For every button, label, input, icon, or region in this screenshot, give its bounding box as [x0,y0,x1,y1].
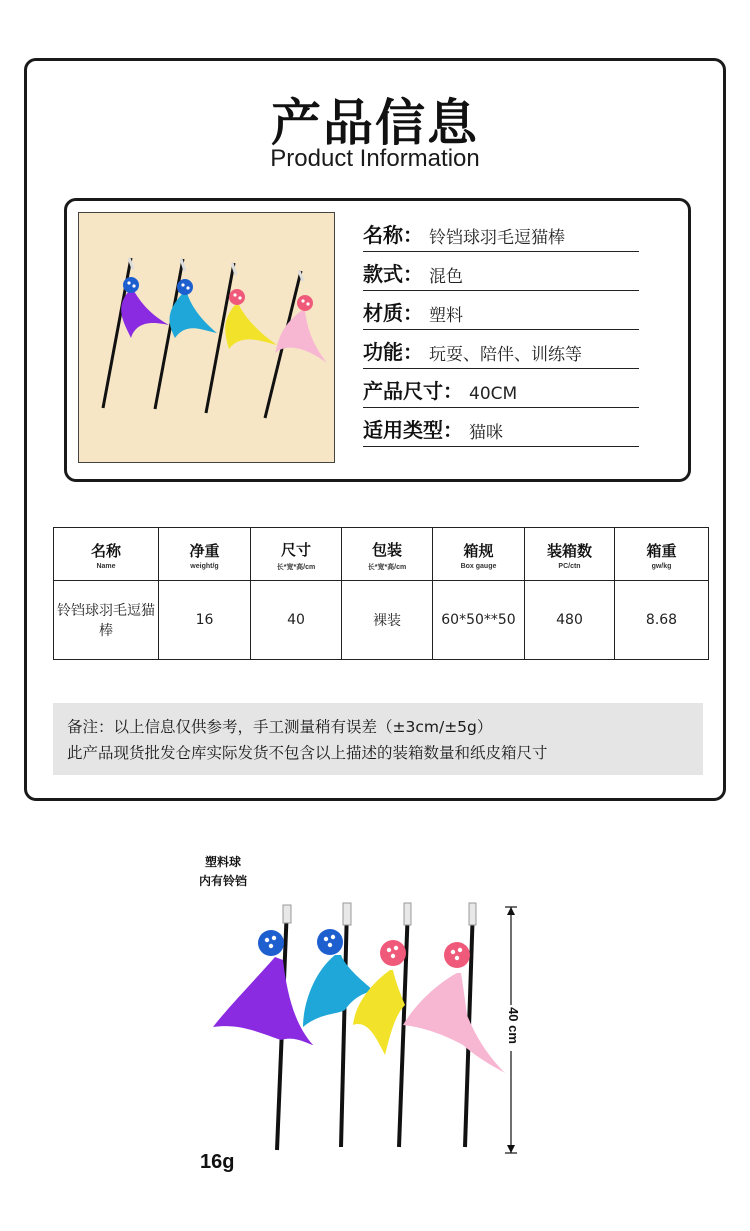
spec-value: 玩耍、陪伴、训练等 [429,345,582,365]
table-cell-weight: 16 [159,581,251,660]
header-en: Box gauge [460,563,497,570]
header-cn: 箱重 [646,542,677,560]
table-header-cell [615,528,709,581]
table-cell-pcs-per-carton: 480 [525,581,615,660]
spec-box [64,198,691,482]
table-row [54,581,709,660]
spec-separator: ： [443,379,463,403]
header-cn: 净重 [189,542,220,560]
note-line: 备注：以上信息仅供参考，手工测量稍有误差（±3cm/±5g） [67,718,493,736]
note-box [53,703,703,775]
header-en: weight/g [190,563,219,570]
spec-value: 塑料 [429,306,463,326]
cat-teaser-image [79,213,335,463]
header-cn: 包装 [371,540,402,559]
length-label: 40 cm [505,1007,521,1044]
spec-value: 铃铛球羽毛逗猫棒 [429,228,565,248]
spec-list [363,213,639,447]
spec-separator: ： [403,262,423,286]
spec-separator: ： [443,418,463,442]
spec-row-material [363,291,639,330]
header-en: PC/ctn [558,563,581,570]
page-subtitle: Product Information [270,145,480,172]
header-en: Name [96,563,116,570]
spec-separator: ： [403,340,423,364]
spec-key: 功能 [363,340,403,364]
header-en: 长*宽*高/cm [276,563,316,571]
ball-callout-line: 内有铃铛 [198,874,247,888]
table-header-cell [159,528,251,581]
spec-value: 混色 [429,267,463,287]
spec-row-target [363,408,639,447]
header-cn: 箱规 [463,542,494,560]
page-title: 产品信息 [271,94,479,152]
spec-row-function [363,330,639,369]
product-detail-image [195,895,525,1160]
table-header-cell [54,528,159,581]
note-line: 此产品现货批发仓库实际发货不包含以上描述的装箱数量和纸皮箱尺寸 [67,744,548,762]
table-cell-name: 铃铛球羽毛逗猫棒 [54,581,159,660]
table-header-cell [251,528,342,581]
table-header-row [54,528,709,581]
header-cn: 尺寸 [280,540,311,559]
table-header-cell [525,528,615,581]
table-cell-box-weight: 8.68 [615,581,709,660]
header-cn: 装箱数 [546,542,592,560]
spec-row-style [363,252,639,291]
header-en: 长*宽*高/cm [367,563,407,571]
table-header-cell [433,528,525,581]
spec-key: 名称 [363,223,403,247]
ball-callout-line: 塑料球 [204,855,241,869]
table-cell-packaging: 裸装 [342,581,433,660]
packing-table [53,527,709,660]
table-cell-box-gauge: 60*50**50 [433,581,525,660]
spec-separator: ： [403,301,423,325]
spec-value: 猫咪 [469,423,503,443]
spec-key: 材质 [363,301,403,325]
ball-callout [188,853,258,891]
spec-value: 40CM [469,384,518,404]
header-cn: 名称 [90,542,121,560]
spec-key: 产品尺寸 [363,379,443,403]
spec-row-size [363,369,639,408]
spec-key: 款式 [363,262,403,286]
weight-label: 16g [200,1151,235,1173]
product-photo [78,212,335,463]
spec-key: 适用类型 [363,418,443,442]
table-header-cell [342,528,433,581]
table-cell-size: 40 [251,581,342,660]
spec-row-name [363,213,639,252]
spec-separator: ： [403,223,423,247]
product-info-card [24,58,726,801]
header-en: gw/kg [651,563,672,570]
